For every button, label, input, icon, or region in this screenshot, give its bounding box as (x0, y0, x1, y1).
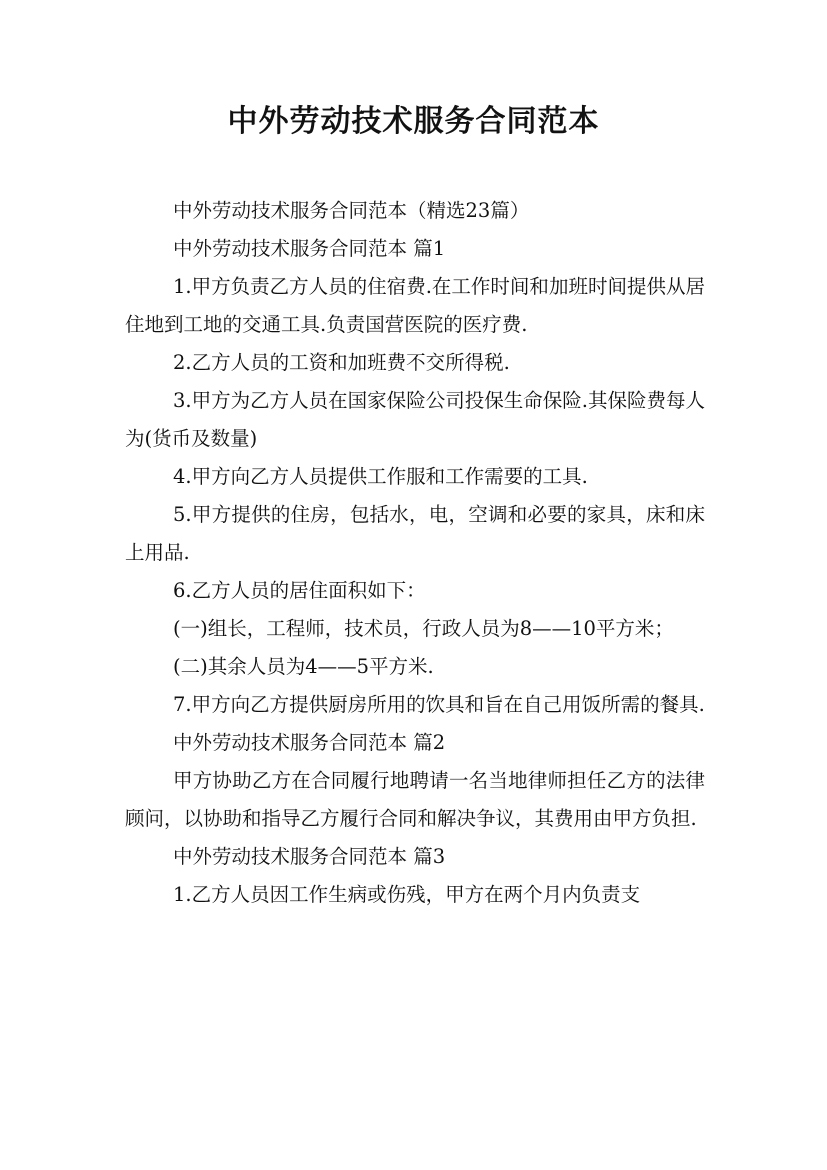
section-heading: 中外劳动技术服务合同范本 篇3 (173, 845, 446, 868)
paragraph: 甲方协助乙方在合同履行地聘请一名当地律师担任乙方的法律顾问，以协助和指导乙方履行合同和解决争议，其费用由甲方负担. (125, 769, 705, 830)
paragraph: 4.甲方向乙方人员提供工作服和工作需要的工具. (173, 465, 588, 488)
paragraph-subtitle: 中外劳动技术服务合同范本（精选23篇） (173, 199, 530, 222)
document-body (125, 192, 705, 914)
paragraph: 3.甲方为乙方人员在国家保险公司投保生命保险.其保险费每人为(货币及数量) (125, 389, 705, 450)
paragraph: 2.乙方人员的工资和加班费不交所得税. (173, 351, 510, 374)
section-heading: 中外劳动技术服务合同范本 篇1 (173, 237, 446, 260)
paragraph: 1.乙方人员因工作生病或伤残，甲方在两个月内负责支 (173, 883, 641, 906)
section-heading: 中外劳动技术服务合同范本 篇2 (173, 731, 446, 754)
document-title: 中外劳动技术服务合同范本 (227, 104, 600, 139)
paragraph: (一)组长，工程师，技术员，行政人员为8——10平方米； (173, 617, 674, 640)
paragraph: 6.乙方人员的居住面积如下： (173, 579, 426, 602)
paragraph: 7.甲方向乙方提供厨房所用的饮具和旨在自己用饭所需的餐具. (173, 693, 705, 716)
paragraph: (二)其余人员为4——5平方米. (173, 655, 434, 678)
paragraph: 5.甲方提供的住房，包括水，电，空调和必要的家具，床和床上用品. (125, 503, 705, 564)
paragraph: 1.甲方负责乙方人员的住宿费.在工作时间和加班时间提供从居住地到工地的交通工具.负责国营医院的医疗费. (125, 275, 705, 336)
